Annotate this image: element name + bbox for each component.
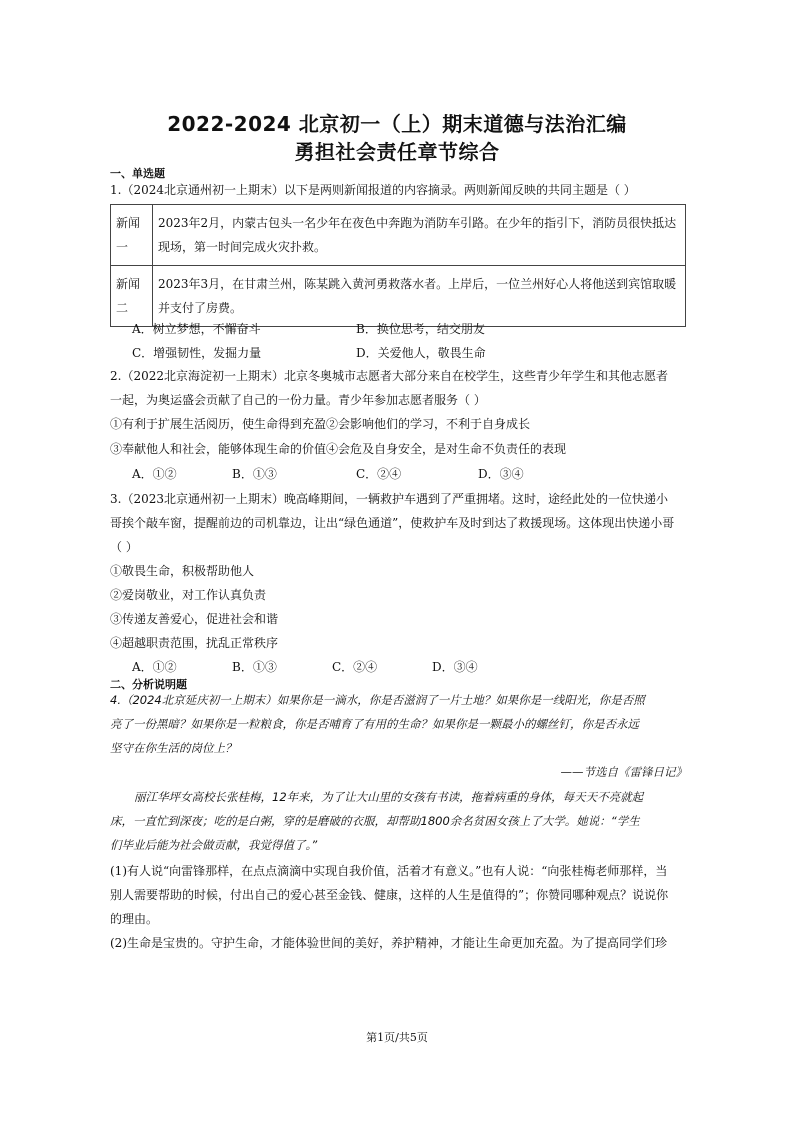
question-2-option-c: C．②④ [356,467,402,481]
news-label: 新闻 [116,216,141,230]
section-heading-analysis: 二、分析说明题 [110,678,187,691]
question-3-option-c: C．②④ [332,660,378,674]
news-label-cell [111,205,153,266]
question-4-paragraph: 床，一直忙到深夜；吃的是白粥，穿的是磨破的衣服，却帮助1800余名贫困女孩上了大学。她说：“学生 [110,814,640,828]
question-3-blank: （ ） [110,540,138,554]
question-4-sub-1: (1)有人说“向雷锋那样，在点点滴滴中实现自我价值，活着才有意义。”也有人说：“向张桂梅老师那样，当 [110,864,668,878]
news-label: 一 [116,240,129,254]
question-3-item: ①敬畏生命，积极帮助他人 [110,564,255,578]
question-4-paragraph: 们毕业后能为社会做贡献，我觉得值了。” [110,838,318,852]
question-1-option-b: B．换位思考，结交朋友 [356,322,485,336]
question-3-stem-cont: 哥挨个敲车窗，提醒前边的司机靠边，让出“绿色通道”，使救护车及时到达了救援现场。这体现出快递小哥 [110,516,675,530]
question-2-item: ③奉献他人和社会，能够体现生命的价值④会危及自身安全，是对生命不负责任的表现 [110,442,567,456]
question-4-stem-cont: 亮了一份黑暗？如果你是一粒粮食，你是否哺育了有用的生命？如果你是一颗最小的螺丝钉，你是否永远 [110,717,639,731]
news-text: 2023年2月，内蒙古包头一名少年在夜色中奔跑为消防车引路。在少年的指引下，消防员很快抵达 [158,216,677,230]
question-2-option-d: D．③④ [478,467,524,481]
news-table [110,204,686,327]
question-3-item: ④超越职责范围，扰乱正常秩序 [110,636,279,650]
question-1-option-a: A．树立梦想，不懈奋斗 [132,322,261,336]
page-subtitle: 勇担社会责任章节综合 [294,140,500,164]
news-label-cell [111,266,153,327]
table-row [111,266,686,327]
question-2-option-a: A．①② [132,467,177,481]
news-text: 现场，第一时间完成火灾扑救。 [158,240,327,254]
news-text: 2023年3月，在甘肃兰州，陈某跳入黄河勇救落水者。上岸后，一位兰州好心人将他送到宾馆取暖 [158,277,677,291]
question-3-stem: 3.（2023北京通州初一上期末）晚高峰期间，一辆救护车遇到了严重拥堵。这时，途经此处的一位快递小 [110,492,668,506]
question-2-stem-cont: 一起，为奥运盛会贡献了自己的一份力量。青少年参加志愿者服务（ ） [110,393,486,407]
news-label: 二 [116,301,129,315]
question-2-option-b: B．①③ [232,467,277,481]
question-4-sub-2: (2)生命是宝贵的。守护生命，才能体验世间的美好，养护精神，才能让生命更加充盈。为了提高同学们珍 [110,936,668,950]
question-2-item: ①有利于扩展生活阅历，使生命得到充盈②会影响他们的学习，不利于自身成长 [110,417,531,431]
page-number: 第1页/共5页 [366,1031,428,1044]
question-1-option-c: C．增强韧性，发掘力量 [132,346,262,360]
question-4-sub-1-cont: 别人需要帮助的时候，付出自己的爱心甚至金钱、健康，这样的人生是值得的”；你赞同哪种观点？说说你 [110,888,669,902]
section-heading-single-choice: 一、单选题 [110,167,165,180]
question-3-option-b: B．①③ [232,660,277,674]
question-1-option-d: D．关爱他人，敬畏生命 [356,346,486,360]
news-text: 并支付了房费。 [158,301,243,315]
question-3-option-d: D．③④ [432,660,478,674]
question-4-stem-cont: 坚守在你生活的岗位上？ [110,741,237,755]
question-3-item: ②爱岗敬业，对工作认真负责 [110,588,267,602]
news-text-cell [153,205,686,266]
news-text-cell [153,266,686,327]
question-4-sub-1-cont: 的理由。 [110,912,159,926]
news-label: 新闻 [116,277,141,291]
quote-source: ——节选自《雷锋日记》 [560,765,687,779]
question-3-item: ③传递友善爱心，促进社会和谐 [110,612,279,626]
question-4-stem [110,692,692,708]
question-4-paragraph: 丽江华坪女高校长张桂梅，12年来，为了让大山里的女孩有书读，拖着病重的身体，每天天不亮就起 [134,790,644,804]
question-2-stem: 2.（2022北京海淀初一上期末）北京冬奥城市志愿者大部分来自在校学生，这些青少年学生和其他志愿者 [110,369,668,383]
question-1-stem: 1.（2024北京通州初一上期末）以下是两则新闻报道的内容摘录。两则新闻反映的共同主题是（ ） [110,183,636,197]
table-row [111,205,686,266]
question-4-stem-text: 4.（2024北京延庆初一上期末）如果你是一滴水，你是否滋润了一片土地？如果你是一线阳光，你是否照 [110,693,645,707]
question-3-option-a: A．①② [132,660,177,674]
page-title: 2022-2024 北京初一（上）期末道德与法治汇编 [167,112,627,136]
